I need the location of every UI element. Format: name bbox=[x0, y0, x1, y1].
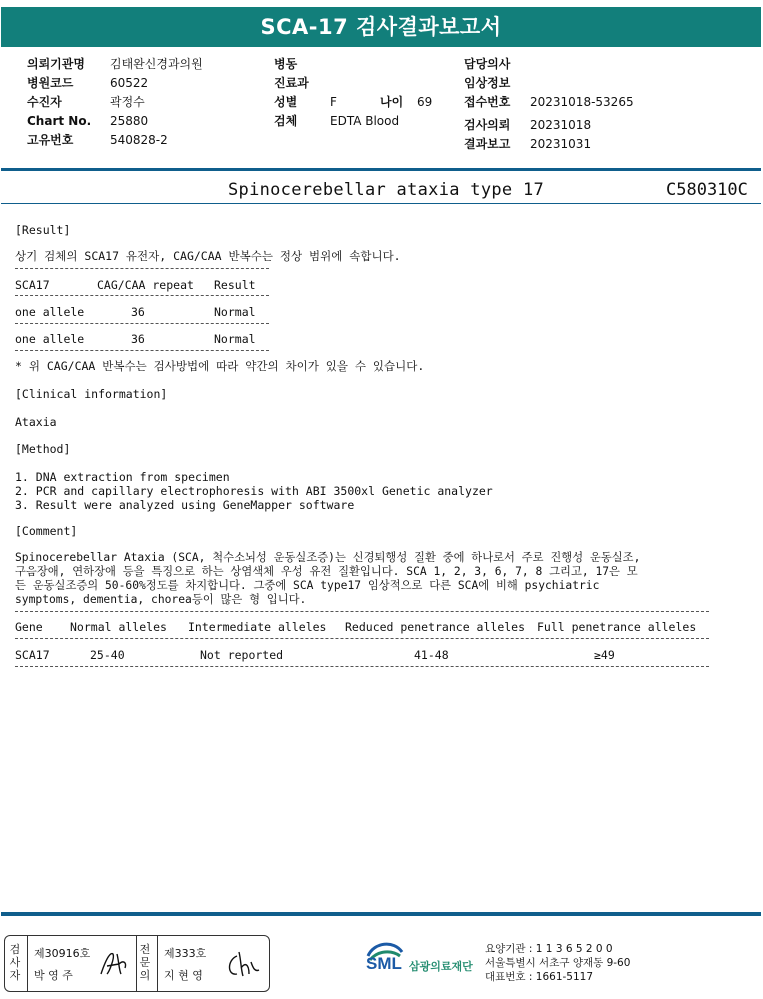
header-mid bbox=[274, 55, 309, 131]
hospital-code-value: 60522 bbox=[110, 76, 149, 90]
ward-label: 병동 bbox=[274, 57, 298, 71]
result-row-allele: one allele bbox=[15, 305, 85, 319]
specialist-label: 전 문 의 bbox=[139, 943, 151, 982]
accession-label: 접수번호 bbox=[464, 95, 511, 109]
sig-divider bbox=[27, 936, 28, 991]
technician-name: 박 영 주 bbox=[34, 969, 73, 982]
method-step: 2. PCR and capillary electrophoresis with ABI 3500xl Genetic analyzer bbox=[15, 484, 493, 498]
clinical-info-label: 임상정보 bbox=[464, 76, 511, 90]
logo-text: SML bbox=[366, 954, 402, 973]
referrer-label: 의뢰기관명 bbox=[27, 57, 85, 71]
dept-label: 진료과 bbox=[274, 76, 309, 90]
comment-line: symptoms, dementia, chorea등이 많은 형 입니다. bbox=[15, 593, 307, 606]
footer-divider bbox=[1, 912, 761, 916]
comment-line: 구음장애, 연하장애 등을 특징으로 하는 상염색체 우성 유전 질환입니다. SCA 1, 2, 3, 6, 7, 8 그리고, 17은 모 bbox=[15, 565, 638, 578]
result-row-result: Normal bbox=[214, 332, 256, 346]
result-header-repeat: CAG/CAA repeat bbox=[97, 278, 194, 292]
specialist-signature bbox=[223, 948, 263, 982]
org-name: 삼광의료재단 bbox=[409, 960, 473, 973]
comment-heading: [Comment] bbox=[15, 524, 78, 538]
result-header-gene: SCA17 bbox=[15, 278, 50, 292]
technician-signature bbox=[97, 946, 133, 982]
signature-box bbox=[4, 935, 270, 992]
sex-label: 성별 bbox=[274, 95, 298, 109]
method-step: 1. DNA extraction from specimen bbox=[15, 470, 230, 484]
test-divider bbox=[1, 203, 761, 204]
method-heading: [Method] bbox=[15, 442, 71, 456]
clinical-value: Ataxia bbox=[15, 415, 57, 429]
allele-row-normal: 25-40 bbox=[90, 648, 125, 662]
patient-label: 수진자 bbox=[27, 95, 62, 109]
age-label: 나이 bbox=[380, 95, 404, 109]
table-divider bbox=[15, 350, 269, 351]
comment-line: Spinocerebellar Ataxia (SCA, 척수소뇌성 운동실조증)는 신경퇴행성 질환 중에 하나로서 주로 진행성 운동실조, bbox=[15, 551, 641, 564]
sig-divider bbox=[157, 936, 158, 991]
report-date-value: 20231031 bbox=[530, 137, 592, 151]
header-left-values bbox=[110, 55, 203, 150]
header-left bbox=[27, 55, 91, 150]
specialist-license: 제333호 bbox=[164, 947, 207, 960]
table-divider bbox=[15, 323, 269, 324]
request-date-label: 검사의뢰 bbox=[464, 118, 511, 132]
header-divider bbox=[1, 168, 761, 171]
accession-value: 20231018-53265 bbox=[530, 95, 634, 109]
org-info bbox=[485, 942, 630, 984]
table-divider bbox=[15, 638, 709, 639]
chart-no-label: Chart No. bbox=[27, 114, 92, 128]
table-divider bbox=[15, 268, 269, 269]
unique-no-label: 고유번호 bbox=[27, 133, 74, 147]
result-row-result: Normal bbox=[214, 305, 256, 319]
allele-row-reduced: 41-48 bbox=[414, 648, 449, 662]
table-divider bbox=[15, 666, 709, 667]
report-date-label: 결과보고 bbox=[464, 137, 511, 151]
result-heading: [Result] bbox=[15, 223, 71, 237]
allele-row-intermediate: Not reported bbox=[200, 648, 284, 662]
hospital-code-label: 병원코드 bbox=[27, 76, 74, 90]
clinical-heading: [Clinical information] bbox=[15, 387, 168, 401]
specimen-label: 검체 bbox=[274, 114, 298, 128]
test-code: C580310C bbox=[666, 180, 748, 200]
doctor-label: 담당의사 bbox=[464, 57, 511, 71]
chart-no-value: 25880 bbox=[110, 114, 149, 128]
allele-header-full: Full penetrance alleles bbox=[537, 620, 697, 634]
allele-header-reduced: Reduced penetrance alleles bbox=[345, 620, 526, 634]
allele-header-gene: Gene bbox=[15, 620, 43, 634]
result-header-result: Result bbox=[214, 278, 256, 292]
table-divider bbox=[15, 611, 709, 612]
specimen-value: EDTA Blood bbox=[330, 114, 400, 128]
result-row-repeat: 36 bbox=[131, 332, 145, 346]
org-phone: 대표번호 : 1661-5117 bbox=[485, 971, 594, 983]
allele-row-full: ≥49 bbox=[594, 648, 615, 662]
table-divider bbox=[15, 295, 269, 296]
org-address: 서울특별시 서초구 양재동 9-60 bbox=[485, 957, 631, 969]
unique-no-value: 540828-2 bbox=[110, 133, 168, 147]
patient-value: 곽정수 bbox=[110, 95, 145, 109]
referrer-value: 김태완신경과의원 bbox=[110, 57, 203, 71]
test-name: Spinocerebellar ataxia type 17 bbox=[228, 180, 545, 200]
allele-row-gene: SCA17 bbox=[15, 648, 50, 662]
allele-header-intermediate: Intermediate alleles bbox=[188, 620, 327, 634]
technician-label: 검 사 자 bbox=[9, 943, 21, 982]
specialist-name: 지 현 영 bbox=[164, 969, 203, 982]
result-row-repeat: 36 bbox=[131, 305, 145, 319]
org-code: 요양기관 : 1 1 3 6 5 2 0 0 bbox=[485, 943, 613, 955]
sml-logo bbox=[364, 938, 484, 986]
comment-line: 든 운동실조증의 50-60%정도를 차지합니다. 그중에 SCA type17 임상적으로 다른 SCA에 비해 psychiatric bbox=[15, 579, 600, 592]
method-step: 3. Result were analyzed using GeneMapper software bbox=[15, 498, 355, 512]
sig-divider bbox=[136, 936, 137, 991]
request-date-value: 20231018 bbox=[530, 118, 592, 132]
age-value: 69 bbox=[417, 95, 433, 109]
header-right bbox=[464, 55, 510, 154]
result-note: * 위 CAG/CAA 반복수는 검사방법에 따라 약간의 차이가 있을 수 있습니다. bbox=[15, 359, 425, 373]
technician-license: 제30916호 bbox=[34, 947, 91, 960]
sex-value: F bbox=[330, 95, 337, 109]
allele-header-normal: Normal alleles bbox=[70, 620, 167, 634]
report-title: SCA-17 검사결과보고서 bbox=[1, 7, 761, 47]
result-summary: 상기 검체의 SCA17 유전자, CAG/CAA 반복수는 정상 범위에 속합니다. bbox=[15, 249, 401, 263]
result-row-allele: one allele bbox=[15, 332, 85, 346]
